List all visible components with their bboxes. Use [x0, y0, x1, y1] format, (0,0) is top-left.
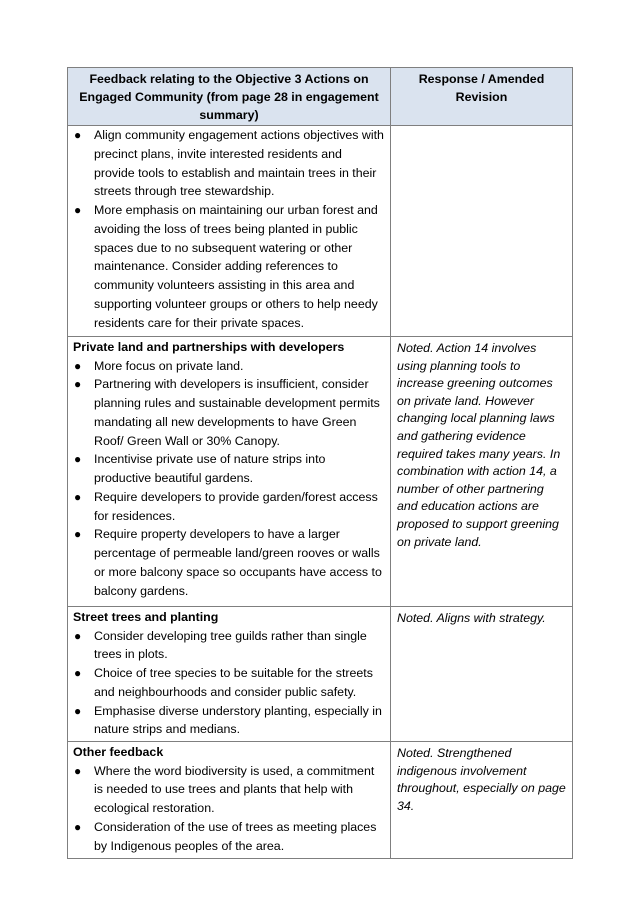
response-cell [391, 126, 573, 337]
list-item-text: Consideration of the use of trees as meeting places by Indigenous peoples of the area. [94, 819, 377, 853]
response-text: Noted. Aligns with strategy. [397, 611, 546, 625]
list-item [73, 375, 386, 450]
bullet-icon: ● [74, 666, 82, 681]
feedback-cell [68, 337, 391, 607]
bullet-icon: ● [74, 377, 82, 392]
feedback-cell [68, 742, 391, 859]
list-item-text: Where the word biodiversity is used, a commitment is needed to use trees and plants that help with ecological restoration. [94, 763, 375, 816]
list-item [73, 357, 386, 376]
header-feedback: Feedback relating to the Objective 3 Actions on Engaged Community (from page 28 in engagement summary) [68, 68, 391, 126]
bullet-list [73, 762, 386, 856]
list-item-text: Require developers to provide garden/forest access for residences. [94, 489, 378, 523]
bullet-list [73, 627, 386, 740]
list-item [73, 450, 386, 488]
response-cell [391, 607, 573, 742]
response-cell [391, 337, 573, 607]
bullet-icon: ● [74, 703, 82, 718]
list-item [73, 664, 386, 702]
list-item-text: Require property developers to have a larger percentage of permeable land/green rooves or walls or more balcony space so occupants have access to balcony gardens. [94, 527, 382, 598]
list-item [73, 702, 386, 740]
bullet-icon: ● [74, 358, 82, 373]
bullet-icon: ● [74, 452, 82, 467]
list-item-text: Emphasise diverse understory planting, especially in nature strips and medians. [94, 703, 382, 737]
bullet-list [73, 357, 386, 601]
bullet-icon: ● [74, 819, 82, 834]
table-row [68, 742, 573, 859]
section-heading: Private land and partnerships with developers [73, 340, 345, 354]
bullet-icon: ● [74, 128, 82, 142]
table-header-row [68, 68, 573, 126]
section-heading: Street trees and planting [73, 610, 219, 624]
list-item [73, 818, 386, 856]
feedback-cell [68, 126, 391, 337]
bullet-icon: ● [74, 763, 82, 778]
list-item [73, 627, 386, 665]
feedback-table [67, 67, 573, 859]
list-item-text: Consider developing tree guilds rather than single trees in plots. [94, 628, 367, 662]
bullet-icon: ● [74, 628, 82, 643]
table-row [68, 126, 573, 337]
list-item [73, 126, 386, 201]
bullet-list [73, 126, 386, 332]
table-row [68, 337, 573, 607]
feedback-cell [68, 607, 391, 742]
table-row [68, 607, 573, 742]
list-item-text: More focus on private land. [94, 358, 244, 373]
bullet-icon: ● [74, 527, 82, 542]
response-text: Noted. Action 14 involves using planning tools to increase greening outcomes on private land. However changing local planning laws and gathering evidence required takes many years. In combination with action 14, a number of other partnering and education actions are proposed to support greening on private land. [397, 341, 561, 549]
response-cell [391, 742, 573, 859]
section-heading: Other feedback [73, 745, 164, 759]
header-response: Response / Amended Revision [391, 68, 573, 126]
list-item [73, 525, 386, 600]
list-item-text: More emphasis on maintaining our urban forest and avoiding the loss of trees being planted in public spaces due to no subsequent watering or other maintenance. Consider adding references to community volunteers assisting in this area and supporting volunteer groups or others to help needy residents care for their private spaces. [94, 203, 378, 330]
list-item-text: Partnering with developers is insufficient, consider planning rules and sustainable development permits mandating all new developments to have Green Roof/ Green Wall or 30% Canopy. [94, 377, 380, 448]
list-item-text: Incentivise private use of nature strips into productive beautiful gardens. [94, 452, 326, 486]
list-item [73, 201, 386, 332]
bullet-icon: ● [74, 489, 82, 504]
list-item [73, 488, 386, 526]
list-item [73, 762, 386, 818]
bullet-icon: ● [74, 203, 82, 217]
response-text: Noted. Strengthened indigenous involvement throughout, especially on page 34. [397, 746, 566, 813]
list-item-text: Align community engagement actions objectives with precinct plans, invite interested residents and provide tools to establish and maintain trees in their streets through tree stewardship. [94, 128, 384, 199]
list-item-text: Choice of tree species to be suitable for the streets and neighbourhoods and consider public safety. [94, 666, 373, 699]
